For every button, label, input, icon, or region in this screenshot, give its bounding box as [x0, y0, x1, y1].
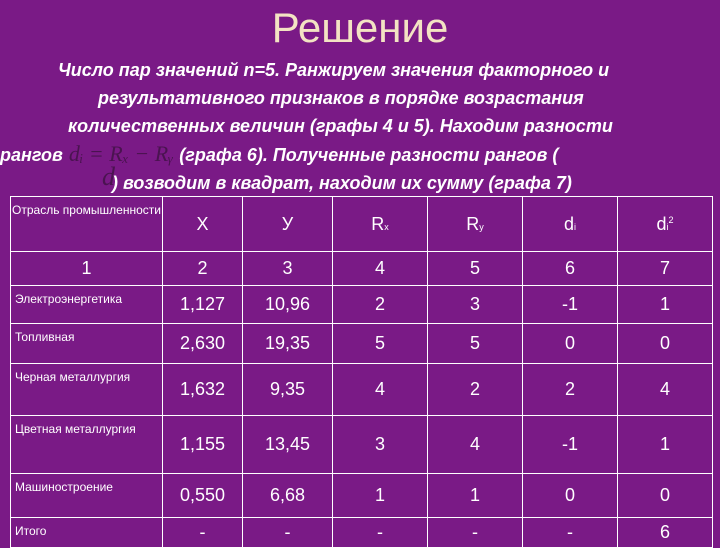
- col-number: 4: [333, 252, 428, 286]
- industry-name: Цветная металлургия: [11, 416, 163, 474]
- industry-name: Черная металлургия: [11, 364, 163, 416]
- col-number: 5: [428, 252, 523, 286]
- table-header-row: [11, 197, 713, 252]
- header-d-squared: $di^2$: [618, 197, 713, 252]
- cell-y: 19,35: [243, 324, 333, 364]
- total-label: Итого: [11, 518, 163, 548]
- cell-d: -1: [523, 286, 618, 324]
- cell-x: 1,127: [163, 286, 243, 324]
- cell-x: 1,632: [163, 364, 243, 416]
- col-number: 2: [163, 252, 243, 286]
- cell-d: 0: [523, 474, 618, 518]
- header-ry: Ry: [428, 197, 523, 252]
- slide-title: Решение: [271, 4, 449, 51]
- cell-d-squared: 1: [618, 286, 713, 324]
- cell-y: 10,96: [243, 286, 333, 324]
- cell-rx: 1: [333, 474, 428, 518]
- col-number: 3: [243, 252, 333, 286]
- cell-d: 0: [523, 324, 618, 364]
- cell-ry: 5: [428, 324, 523, 364]
- industry-name: Электроэнергетика: [11, 286, 163, 324]
- industry-name: Машиностроение: [11, 474, 163, 518]
- cell-y: 9,35: [243, 364, 333, 416]
- cell-rx: 5: [333, 324, 428, 364]
- cell-y: -: [243, 518, 333, 548]
- cell-ry: 1: [428, 474, 523, 518]
- header-industry: Отрасль промышленности: [11, 197, 163, 252]
- cell-ry: 4: [428, 416, 523, 474]
- cell-x: 2,630: [163, 324, 243, 364]
- cell-d-squared: 0: [618, 474, 713, 518]
- paragraph-line-4-end: (графа 6). Полученные разности рангов (: [179, 145, 559, 165]
- col-number: 7: [618, 252, 713, 286]
- table-row: [11, 324, 713, 364]
- paragraph-line-1: Число пар значений n=5. Ранжируем значения факторного и: [58, 60, 610, 80]
- cell-d-squared: 1: [618, 416, 713, 474]
- col-number: 6: [523, 252, 618, 286]
- cell-d-squared: 4: [618, 364, 713, 416]
- header-x: Х: [163, 197, 243, 252]
- cell-d: -: [523, 518, 618, 548]
- header-d: di: [523, 197, 618, 252]
- table-row: [11, 364, 713, 416]
- cell-rx: 3: [333, 416, 428, 474]
- cell-rx: 4: [333, 364, 428, 416]
- cell-ry: -: [428, 518, 523, 548]
- table-row-total: [11, 518, 713, 548]
- cell-ry: 3: [428, 286, 523, 324]
- table-row: [11, 286, 713, 324]
- cell-d-squared: 0: [618, 324, 713, 364]
- cell-x: -: [163, 518, 243, 548]
- cell-x: 0,550: [163, 474, 243, 518]
- description-paragraph: [0, 56, 710, 197]
- rank-table: [10, 196, 713, 548]
- paragraph-line-4-start: рангов: [0, 145, 63, 165]
- header-rx: Rx: [333, 197, 428, 252]
- paragraph-line-5: ) возводим в квадрат, находим их сумму (графа 7): [112, 173, 572, 193]
- rank-difference-formula: dᵢ = Rₓ − Rᵧ: [68, 141, 174, 166]
- cell-d-squared: 6: [618, 518, 713, 548]
- cell-ry: 2: [428, 364, 523, 416]
- table-row: [11, 416, 713, 474]
- column-number-row: [11, 252, 713, 286]
- header-y: У: [243, 197, 333, 252]
- cell-d: 2: [523, 364, 618, 416]
- col-number: 1: [11, 252, 163, 286]
- industry-name: Топливная: [11, 324, 163, 364]
- formula-d-symbol: d: [102, 162, 115, 191]
- table-row: [11, 474, 713, 518]
- cell-d: -1: [523, 416, 618, 474]
- cell-rx: -: [333, 518, 428, 548]
- paragraph-line-3: количественных величин (графы 4 и 5). Находим разности: [68, 116, 613, 136]
- cell-y: 6,68: [243, 474, 333, 518]
- paragraph-line-2: результативного признаков в порядке возрастания: [98, 88, 584, 108]
- cell-x: 1,155: [163, 416, 243, 474]
- cell-y: 13,45: [243, 416, 333, 474]
- cell-rx: 2: [333, 286, 428, 324]
